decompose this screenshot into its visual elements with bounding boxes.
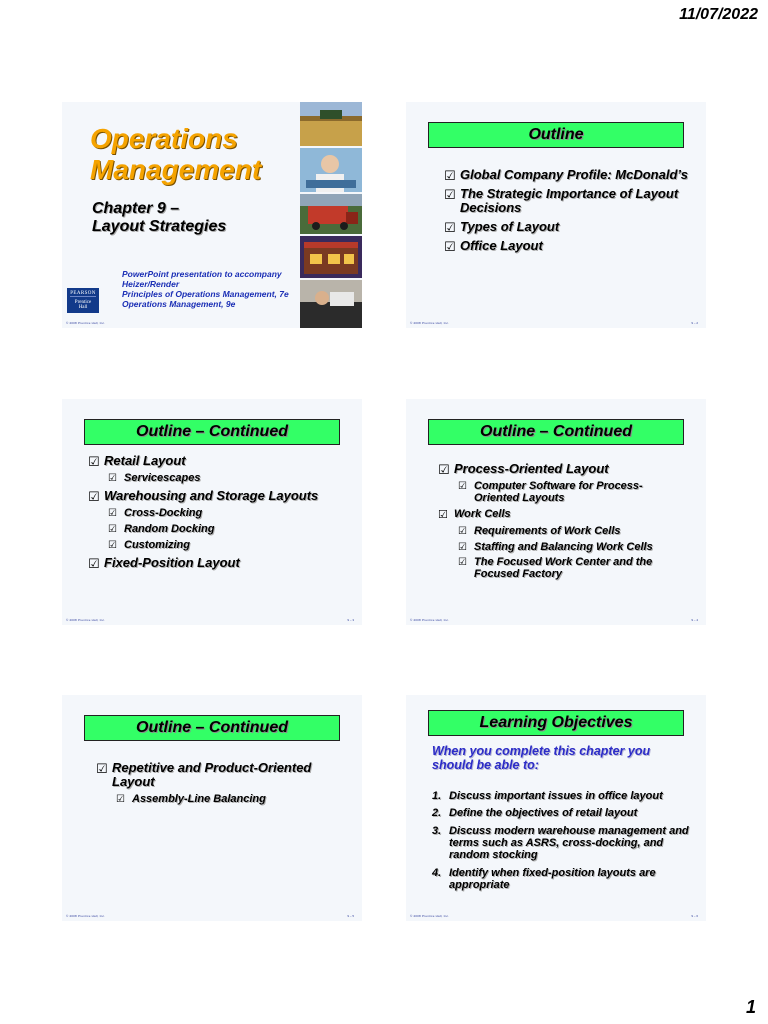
outline-item: ☑ Global Company Profile: McDonald’s <box>444 167 689 183</box>
copyright-text: © 2008 Prentice Hall, Inc. <box>410 321 450 325</box>
objective-item: 4. Identify when fixed-position layouts are appropriate <box>432 866 656 891</box>
photo-collage <box>300 102 362 328</box>
slide-title: Outline – Continued <box>428 419 684 445</box>
outline-subitem: ☑ Staffing and Balancing Work Cells <box>458 540 653 553</box>
slide-title: Outline – Continued <box>84 715 340 741</box>
checkbox-checked-icon: ☑ <box>444 239 456 255</box>
outline-list <box>96 761 326 810</box>
outline-subitem: ☑ Assembly-Line Balancing <box>116 793 266 806</box>
copyright-text: © 2008 Prentice Hall, Inc. <box>66 914 106 918</box>
objective-item: 2. Define the objectives of retail layout <box>432 807 638 820</box>
checkbox-checked-icon: ☑ <box>108 539 117 551</box>
outline-item: ☑ Work Cells <box>438 507 511 521</box>
slide-number: 9 – 2 <box>691 321 698 325</box>
outline-subitem: ☑ Cross-Docking <box>108 506 203 519</box>
checkbox-checked-icon: ☑ <box>88 454 100 469</box>
chapter-title-line-1: Chapter 9 – <box>92 200 180 217</box>
outline-item: ☑ Types of Layout <box>444 219 560 236</box>
slide-title: Learning Objectives <box>428 710 684 736</box>
checkbox-checked-icon: ☑ <box>108 523 117 535</box>
outline-subitem: ☑ Requirements of Work Cells <box>458 524 621 537</box>
slide-outline-continued <box>406 399 706 625</box>
deck-title-line-1: Operations <box>90 123 238 154</box>
photo-office <box>300 280 362 328</box>
slide-title <box>62 102 362 328</box>
slide-number: 9 – 6 <box>691 914 698 918</box>
checkbox-checked-icon: ☑ <box>444 168 456 183</box>
outline-item: ☑ The Strategic Importance of Layout Decisions <box>444 186 679 216</box>
outline-subitem: ☑ Servicescapes <box>108 472 201 485</box>
credit-line: Operations Management, 9e <box>122 298 236 309</box>
photo-worker <box>300 148 362 192</box>
outline-item: ☑ Warehousing and Storage Layouts <box>88 487 319 504</box>
checkbox-checked-icon: ☑ <box>458 525 467 537</box>
checkbox-checked-icon: ☑ <box>96 761 108 776</box>
logo-text: PEARSON <box>70 288 96 297</box>
slide-outline-continued <box>62 399 362 625</box>
checkbox-checked-icon: ☑ <box>458 481 467 493</box>
slide-outline-continued <box>62 695 362 921</box>
chapter-title-line-2: Layout Strategies <box>92 218 227 236</box>
objective-item: 3. Discuss modern warehouse management and terms such as ASRS, cross-docking, and random stocking <box>432 824 689 862</box>
photo-wheat-field <box>300 102 362 146</box>
slide-number: 9 – 5 <box>347 914 354 918</box>
outline-item: ☑ Fixed-Position Layout <box>88 554 240 571</box>
credit-line: Heizer/Render <box>122 278 180 289</box>
outline-subitem: ☑ Computer Software for Process-Oriented Layouts <box>458 480 643 504</box>
outline-list <box>88 454 358 575</box>
checkbox-checked-icon: ☑ <box>108 507 117 519</box>
outline-item: ☑ Retail Layout <box>88 453 186 469</box>
outline-list <box>444 168 694 258</box>
copyright-text: © 2008 Prentice Hall, Inc. <box>410 618 450 622</box>
checkbox-checked-icon: ☑ <box>444 220 456 236</box>
outline-item: ☑ Office Layout <box>444 238 543 255</box>
checkbox-checked-icon: ☑ <box>438 508 448 521</box>
objectives-list <box>432 790 692 896</box>
checkbox-checked-icon: ☑ <box>108 473 117 485</box>
checkbox-checked-icon: ☑ <box>438 462 450 477</box>
objectives-intro: When you complete this chapter you should be able to: <box>432 744 651 772</box>
outline-subitem: ☑ Customizing <box>108 538 190 551</box>
checkbox-checked-icon: ☑ <box>458 541 467 553</box>
checkbox-checked-icon: ☑ <box>116 794 125 806</box>
checkbox-checked-icon: ☑ <box>444 187 456 203</box>
checkbox-checked-icon: ☑ <box>88 488 100 504</box>
copyright-text: © 2008 Prentice Hall, Inc. <box>410 914 450 918</box>
slide-outline <box>406 102 706 328</box>
deck-title-line-2: Management <box>90 153 262 185</box>
slide-title: Outline – Continued <box>84 419 340 445</box>
slide-number: 9 – 3 <box>347 618 354 622</box>
objective-item: 1. Discuss important issues in office layout <box>432 790 663 802</box>
deck-title <box>90 124 261 186</box>
credit-line: PowerPoint presentation to accompany <box>122 269 282 279</box>
checkbox-checked-icon: ☑ <box>88 555 100 571</box>
slide-number: 9 – 4 <box>691 618 698 622</box>
slide-title: Outline <box>428 122 684 148</box>
outline-item: ☑ Process-Oriented Layout <box>438 461 609 477</box>
copyright-text: © 2008 Prentice Hall, Inc. <box>66 618 106 622</box>
outline-item: ☑ Repetitive and Product-Oriented Layout <box>96 760 312 790</box>
page-number: 1 <box>745 997 756 1017</box>
outline-subitem: ☑ Random Docking <box>108 522 215 535</box>
page-date: 11/07/2022 <box>679 6 758 23</box>
photo-truck <box>300 194 362 234</box>
slide-learning-objectives <box>406 695 706 921</box>
credit-line: Principles of Operations Management, 7e <box>122 288 289 299</box>
checkbox-checked-icon: ☑ <box>458 557 467 569</box>
copyright-text: © 2008 Prentice Hall, Inc. <box>66 321 106 325</box>
chapter-title <box>92 200 226 237</box>
publisher-logo <box>67 288 99 313</box>
outline-subitem: ☑ The Focused Work Center and the Focused Factory <box>458 556 653 581</box>
photo-storefront <box>300 236 362 278</box>
logo-text: Prentice Hall <box>74 300 92 310</box>
outline-list <box>438 462 678 585</box>
presentation-credit <box>122 270 302 310</box>
